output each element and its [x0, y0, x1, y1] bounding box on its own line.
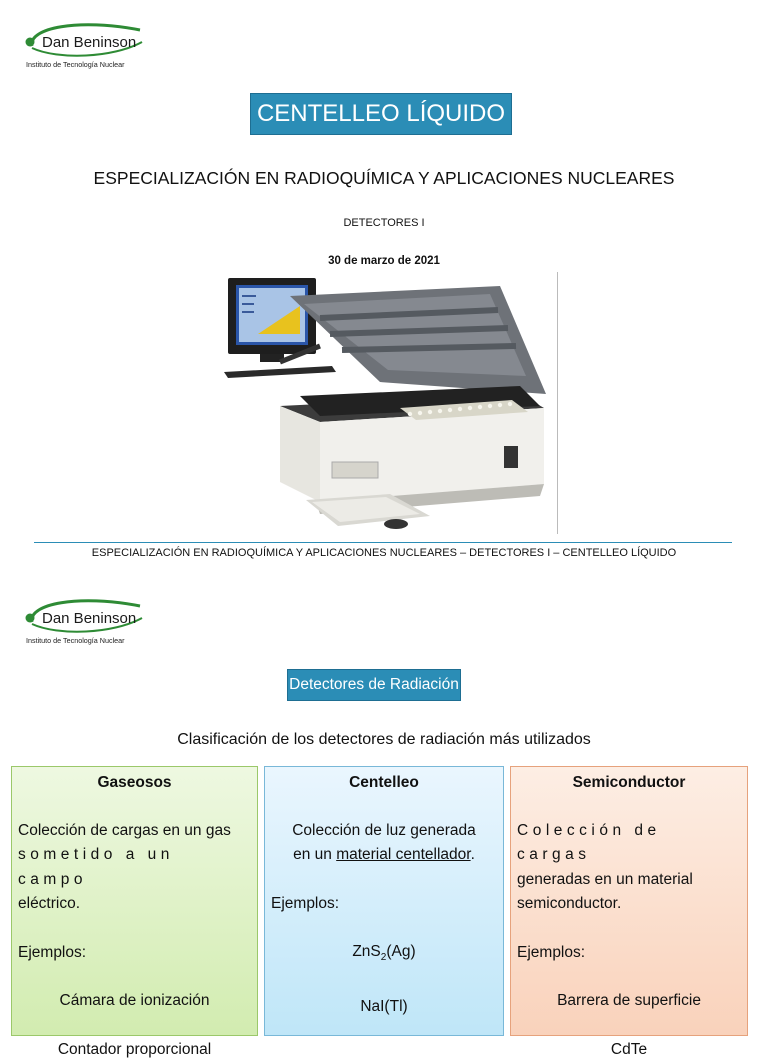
footer-divider — [34, 542, 732, 543]
description-text: . — [471, 846, 475, 863]
description-line: Colección de cargas — [517, 819, 741, 868]
description-line: Colección de cargas en un gas — [18, 819, 251, 844]
material-centellador-text: material centellador — [336, 846, 470, 863]
formula-base: ZnS — [352, 943, 380, 960]
logo-subtitle: Instituto de Tecnología Nuclear — [26, 636, 125, 645]
logo — [18, 592, 148, 650]
slide2-title: Detectores de Radiación — [287, 669, 461, 701]
slide1-footer: ESPECIALIZACIÓN EN RADIOQUÍMICA Y APLICACIONES NUCLEARES – DETECTORES I – CENTELLEO LÍQUIDO — [0, 547, 768, 559]
column-semiconductor — [510, 766, 748, 1036]
divider-vertical — [557, 272, 558, 534]
column-header: Gaseosos — [18, 771, 251, 796]
classification-heading: Clasificación de los detectores de radiación más utilizados — [0, 731, 768, 749]
column-header: Semiconductor — [517, 771, 741, 796]
column-gaseosos — [11, 766, 258, 1036]
description-line: Colección de luz generada — [271, 819, 497, 844]
slide1-subtitle: ESPECIALIZACIÓN EN RADIOQUÍMICA Y APLICACIONES NUCLEARES — [0, 168, 768, 189]
column-centelleo — [264, 766, 504, 1036]
examples-label: Ejemplos: — [18, 941, 251, 966]
logo — [18, 16, 148, 74]
formula-suffix: (Ag) — [386, 943, 415, 960]
column-header: Centelleo — [271, 771, 497, 796]
example-item: Contador proporcional — [18, 1038, 251, 1062]
description-line: semiconductor. — [517, 892, 741, 917]
logo-name: Dan Beninson — [42, 610, 136, 627]
logo-name: Dan Beninson — [42, 34, 136, 51]
example-item: CdTe — [517, 1038, 741, 1062]
description-line: eléctrico. — [18, 892, 251, 917]
example-item: NaI(Tl) — [271, 995, 497, 1020]
example-item: Cámara de ionización — [18, 989, 251, 1014]
description-text: en un — [293, 846, 332, 863]
example-item: Barrera de superficie — [517, 989, 741, 1014]
course-name: DETECTORES I — [0, 217, 768, 229]
examples-label: Ejemplos: — [271, 892, 497, 917]
description-line: sometido a un campo — [18, 843, 251, 892]
scintillation-counter-image — [220, 276, 550, 536]
description-line: generadas en un material — [517, 868, 741, 893]
presentation-date: 30 de marzo de 2021 — [0, 255, 768, 267]
logo-subtitle: Instituto de Tecnología Nuclear — [26, 60, 125, 69]
examples-label: Ejemplos: — [517, 941, 741, 966]
example-item — [271, 940, 497, 971]
slide1-title: CENTELLEO LÍQUIDO — [250, 93, 512, 135]
description-line — [271, 843, 497, 868]
formula-subscript: 2 — [381, 952, 387, 963]
